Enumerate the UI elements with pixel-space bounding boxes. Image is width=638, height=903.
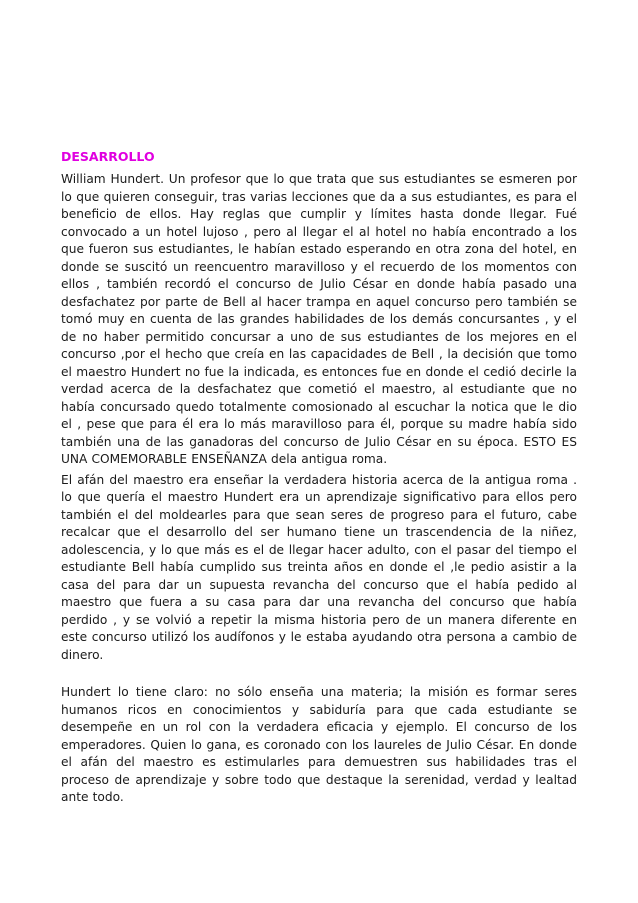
section-heading: DESARROLLO bbox=[61, 149, 155, 164]
closing-paragraph: Hundert lo tiene claro: no sólo enseña una materia; la misión es formar seres humanos ricos en conocimientos y sabiduría para que cada estudiante se desempeñe en un rol con la verdadera eficacia y ejemplo. El concurso de los emperadores. Quien lo gana, es coronado con los laureles de Julio César. En donde el afán del maestro es estimularles para demuestren sus habilidades tras el proceso de aprendizaje y sobre todo que destaque la serenidad, verdad y lealtad ante todo. bbox=[61, 685, 577, 804]
closing-section bbox=[61, 684, 577, 807]
paragraph-1: William Hundert. Un profesor que lo que trata que sus estudiantes se esmeren por lo que quieren conseguir, tras varias lecciones que da a sus estudiantes, es para el beneficio de ellos. Hay reglas que cumplir y límites hasta donde llegar. Fué convocado a un hotel lujoso , pero al llegar el al hotel no había encontrado a los que fueron sus estudiantes, le habían estado esperando en otra zona del hotel, en donde se suscitó un reencuentro maravilloso y el recuerdo de los momentos con ellos , también recordó el concurso de Julio César en donde había pasado una desfachatez por parte de Bell al hacer trampa en aquel concurso pero también se tomó muy en cuenta de las grandes habilidades de los demás concursantes , y el de no haber permitido concursar a uno de sus estudiantes de los mejores en el concurso ,por el hecho que creía en las capacidades de Bell , la decisión que tomo el maestro Hundert no fue la indicada, es entonces fue en donde el cedió decirle la verdad acerca de la desfachatez que cometió el maestro, al estudiante que no había concursado quedo totalmente comosionado al escuchar la notica que le dio el , pese que para él era lo más maravilloso para él, porque su madre había sido también una de las ganadoras del concurso de Julio César en su época. ESTO ES UNA COMEMORABLE ENSEÑANZA dela antigua roma. bbox=[61, 172, 577, 466]
paragraph-2: El afán del maestro era enseñar la verdadera historia acerca de la antigua roma . lo que quería el maestro Hundert era un aprendizaje significativo para ellos pero también el del moldearles para que sean seres de progreso para el futuro, cabe recalcar que el desarrollo del ser humano tiene un trascendencia de la niñez, adolescencia, y lo que más es el de llegar hacer adulto, con el pasar del tiempo el estudiante Bell había cumplido sus treinta años en donde el ,le pedio asistir a la casa del para dar un supuesta revancha del concurso que el había pedido al maestro que fuera a su casa para dar una revancha del concurso que había perdido , y se volvió a repetir la misma historia pero de un manera diferente en este concurso utilizó los audífonos y le estaba ayudando otra persona a cambio de dinero. bbox=[61, 472, 577, 662]
document-body bbox=[61, 148, 577, 664]
